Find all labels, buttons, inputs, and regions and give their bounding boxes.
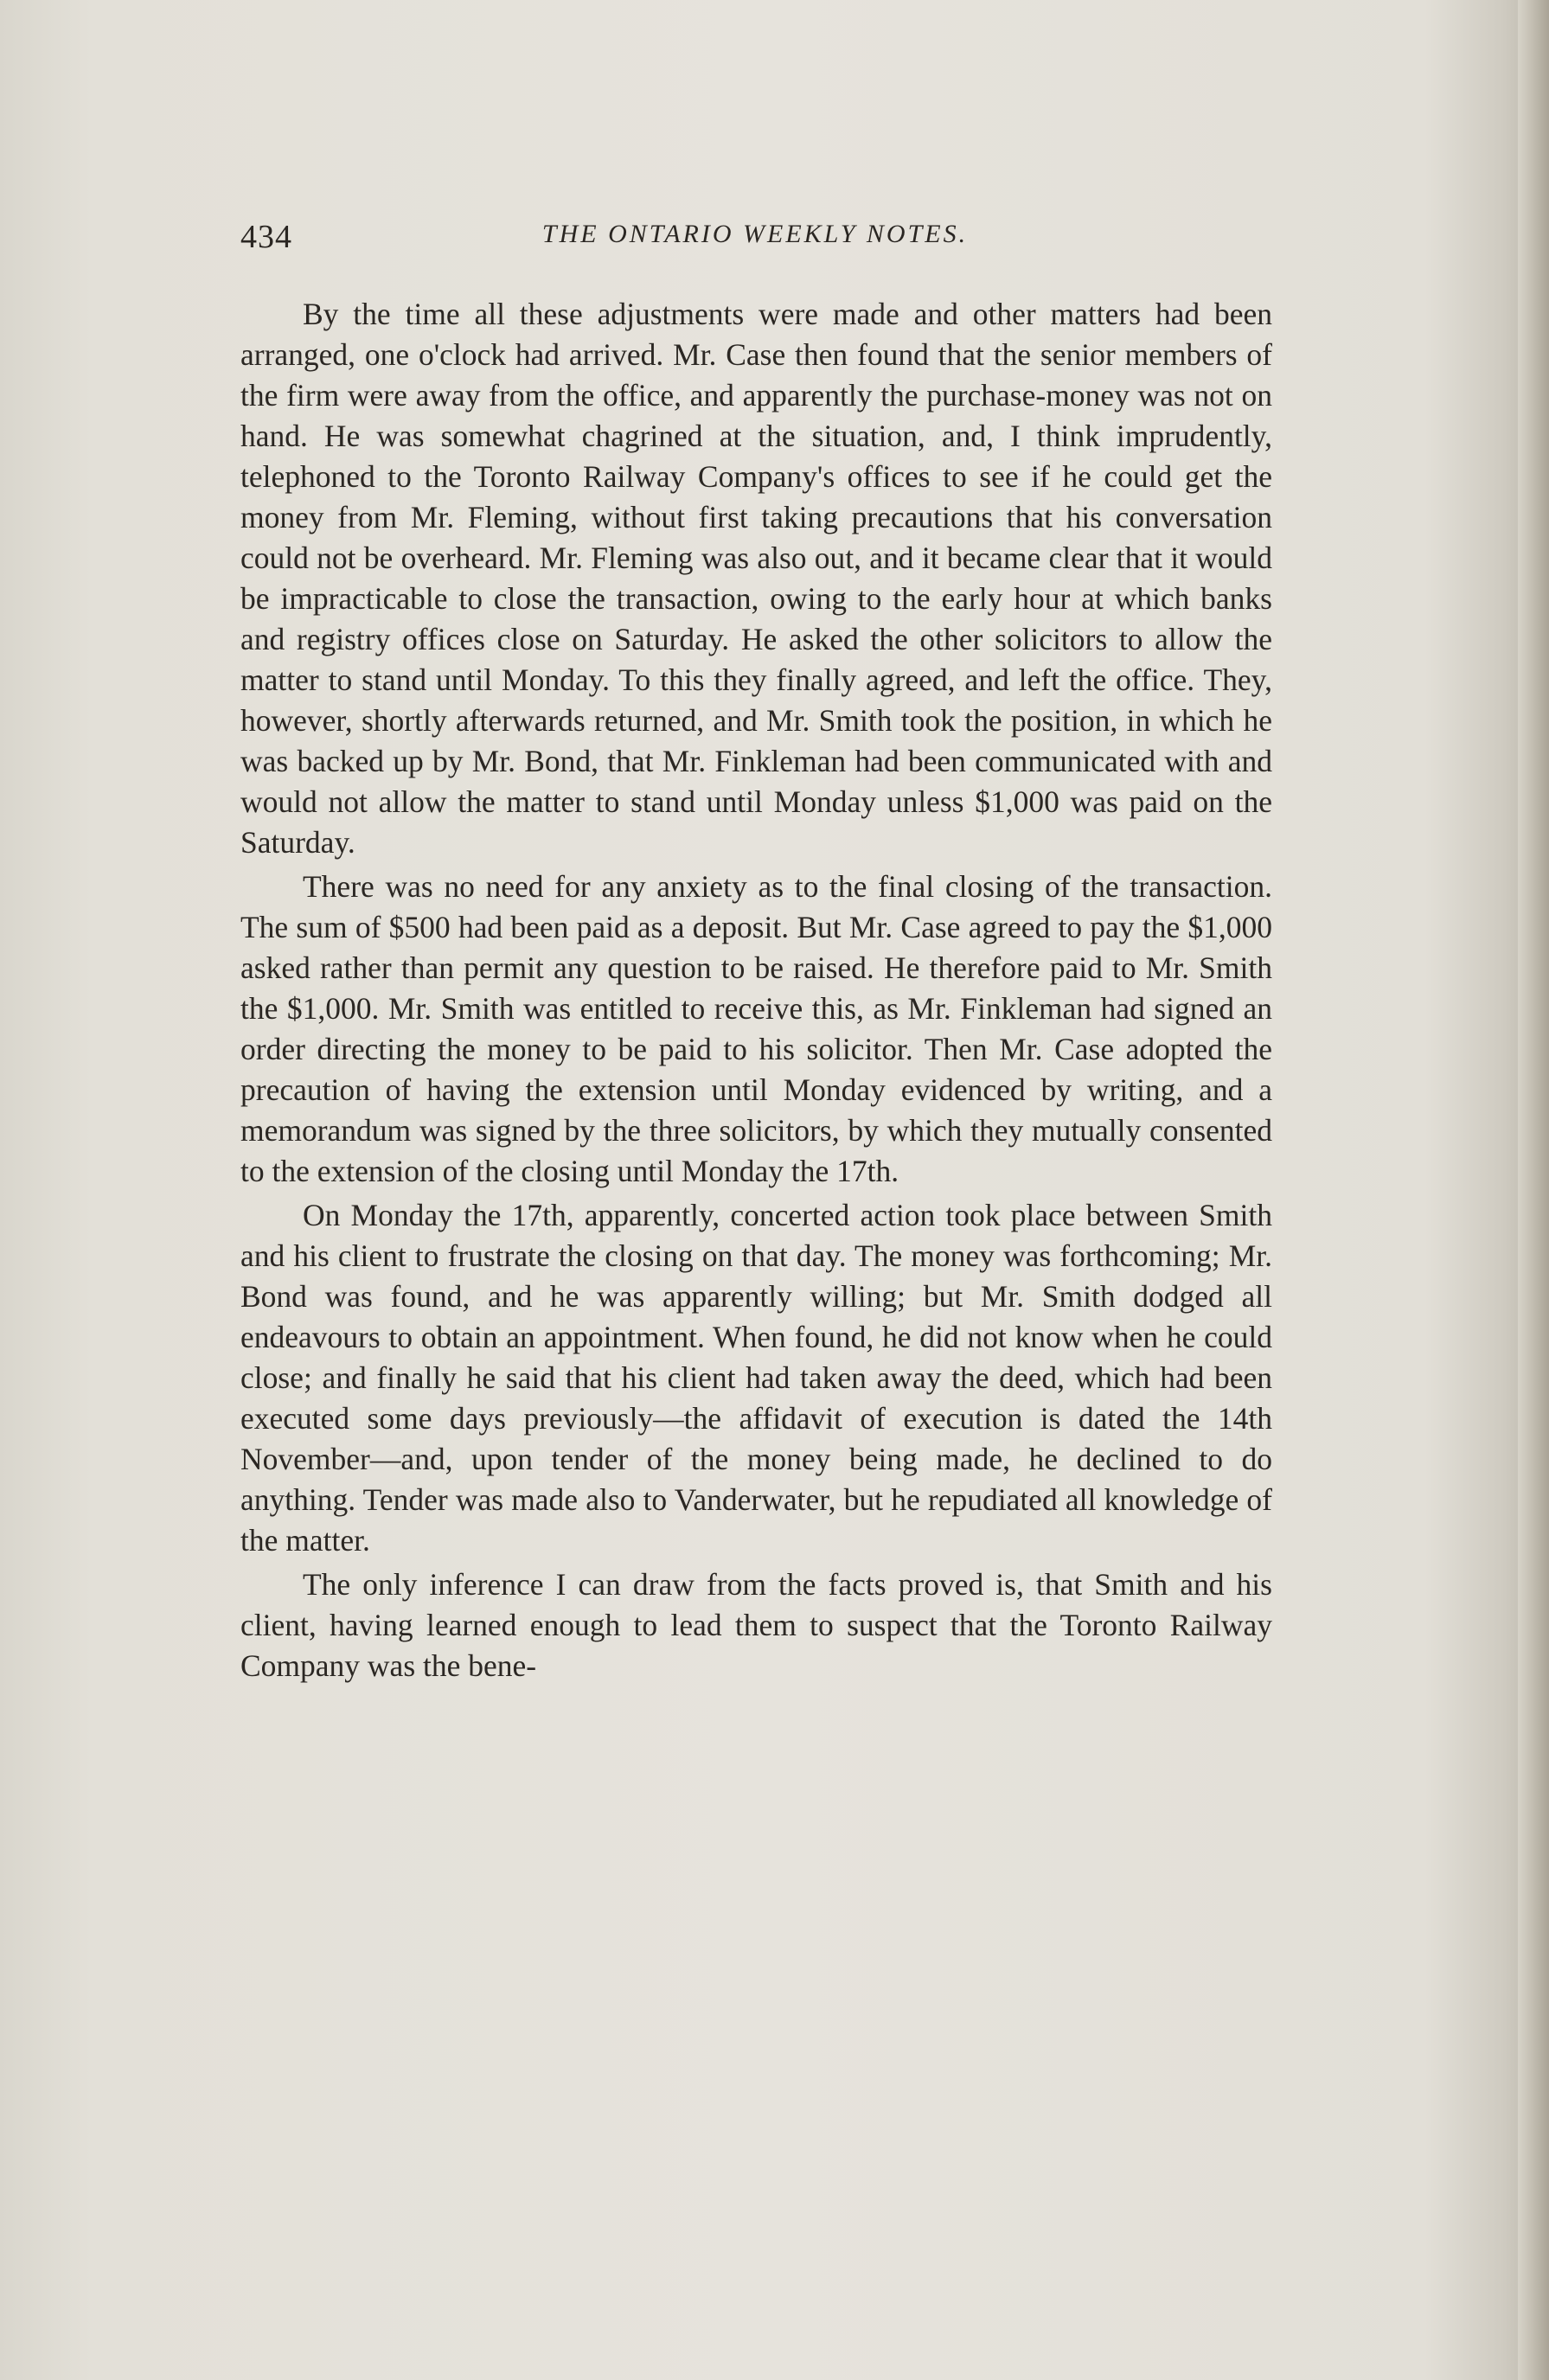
paragraph: On Monday the 17th, apparently, concerted action took place between Smith and his client to frustrate the closing on that day. The money was forthcoming; Mr. Bond was found, and he was apparently willing; but Mr. Smith dodged all endeavours to obtain an appointment. When found, he did not know when he could close; and finally he said that his client had taken away the deed, which had been executed some days previously—the affidavit of execution is dated the 14th November—and, upon tender of the money being made, he declined to do anything. Tender was made also to Vanderwater, but he repudiated all knowledge of the matter.	[240, 1198, 1272, 1558]
page-edge	[1518, 0, 1549, 2380]
journal-title: THE ONTARIO WEEKLY NOTES.	[541, 220, 969, 248]
paragraph: The only inference I can draw from the facts proved is, that Smith and his client, having learned enough to lead them to suspect that the Toronto Railway Company was the bene-	[240, 1567, 1272, 1683]
paragraph: By the time all these adjustments were made and other matters had been arranged, one o'clock had arrived. Mr. Case then found that the senior members of the firm were away from the office, and apparently the purchase-money was not on hand. He was somewhat chagrined at the situation, and, I think imprudently, telephoned to the Toronto Railway Company's offices to see if he could get the money from Mr. Fleming, without first taking precautions that his conversation could not be overheard. Mr. Fleming was also out, and it became clear that it would be impracticable to close the transaction, owing to the early hour at which banks and registry offices close on Saturday. He asked the other solicitors to allow the matter to stand until Monday. To this they finally agreed, and left the office. They, however, shortly afterwards returned, and Mr. Smith took the position, in which he was backed up by Mr. Bond, that Mr. Finkleman had been communicated with and would not allow the matter to stand until Monday unless $1,000 was paid on the Saturday.	[240, 297, 1272, 860]
page-number: 434	[240, 219, 292, 255]
body-text	[240, 294, 1272, 1686]
running-head	[240, 214, 1270, 266]
paragraph: There was no need for any anxiety as to the final closing of the transaction. The sum of $500 had been paid as a deposit. But Mr. Case agreed to pay the $1,000 asked rather than permit any question to be raised. He therefore paid to Mr. Smith the $1,000. Mr. Smith was entitled to receive this, as Mr. Finkleman had signed an order directing the money to be paid to his solicitor. Then Mr. Case adopted the precaution of having the extension until Monday evidenced by writing, and a memorandum was signed by the three solicitors, by which they mutually consented to the extension of the closing until Monday the 17th.	[240, 869, 1272, 1188]
